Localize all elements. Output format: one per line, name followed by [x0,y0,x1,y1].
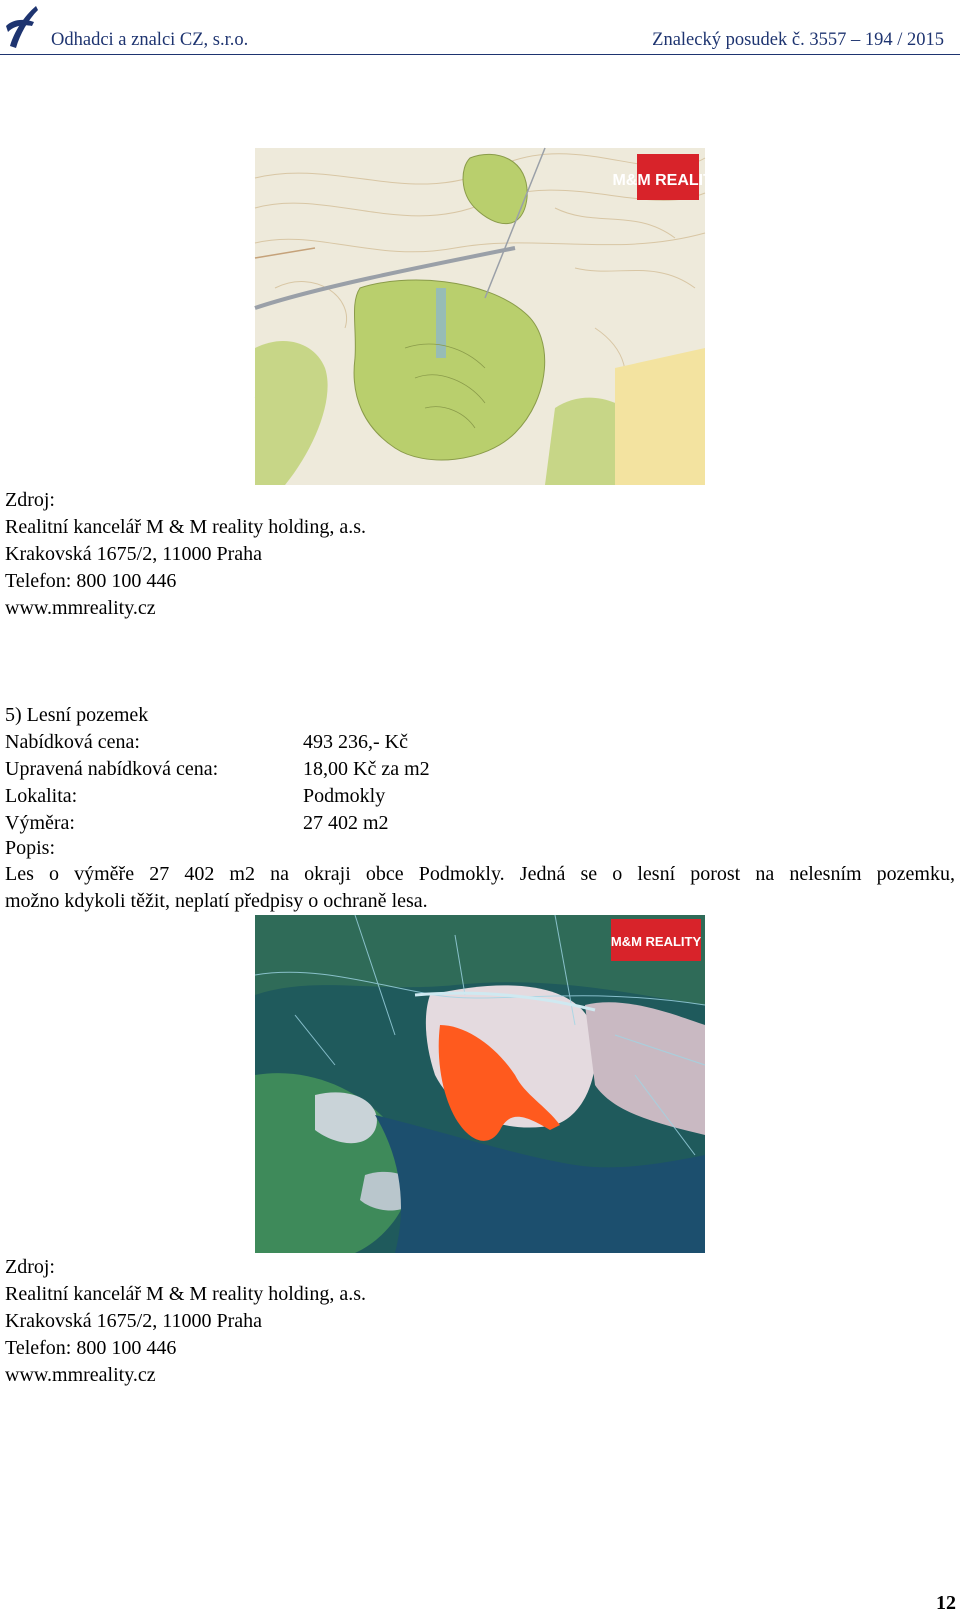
row-value-location: Podmokly [303,785,386,807]
source-agency-2: Realitní kancelář M & M reality holding, a.s. [5,1283,367,1305]
aerial-photo-image [255,915,705,1253]
aerial-logo-text: M&M REALITY [610,934,702,949]
row-value-adjusted-price: 18,00 Kč za m2 [303,758,430,780]
listing-description [5,861,955,915]
source-label-2: Zdroj: [5,1256,55,1278]
row-value-price: 493 236,- Kč [303,731,408,753]
source-label: Zdroj: [5,489,55,511]
company-logo-icon [4,2,40,52]
header-company-name: Odhadci a znalci CZ, s.r.o. [51,30,249,50]
row-value-area: 27 402 m2 [303,812,389,834]
page-number: 12 [936,1592,956,1614]
topographic-map-image [255,148,724,485]
source-phone-2: Telefon: 800 100 446 [5,1337,177,1359]
source-phone: Telefon: 800 100 446 [5,570,177,592]
desc-label: Popis: [5,837,56,859]
header-divider [0,54,960,55]
source-web: www.mmreality.cz [5,597,156,619]
listing-heading: 5) Lesní pozemek [5,704,149,726]
map-logo-text: M&M REALITY [612,172,724,189]
row-label-price: Nabídková cena: [5,731,140,753]
source-address-2: Krakovská 1675/2, 11000 Praha [5,1310,262,1332]
description-line-1: Les o výměře 27 402 m2 na okraji obce Podmokly. Jedná se o lesní porost na nelesním pozemku, [5,863,955,885]
description-line-2: možno kdykoli těžit, neplatí předpisy o ochraně lesa. [5,890,428,912]
source-address: Krakovská 1675/2, 11000 Praha [5,543,262,565]
source-web-2: www.mmreality.cz [5,1364,156,1386]
header-report-ref: Znalecký posudek č. 3557 – 194 / 2015 [652,30,944,50]
row-label-location: Lokalita: [5,785,78,807]
row-label-adjusted-price: Upravená nabídková cena: [5,758,219,780]
source-agency: Realitní kancelář M & M reality holding, a.s. [5,516,367,538]
row-label-area: Výměra: [5,812,75,834]
